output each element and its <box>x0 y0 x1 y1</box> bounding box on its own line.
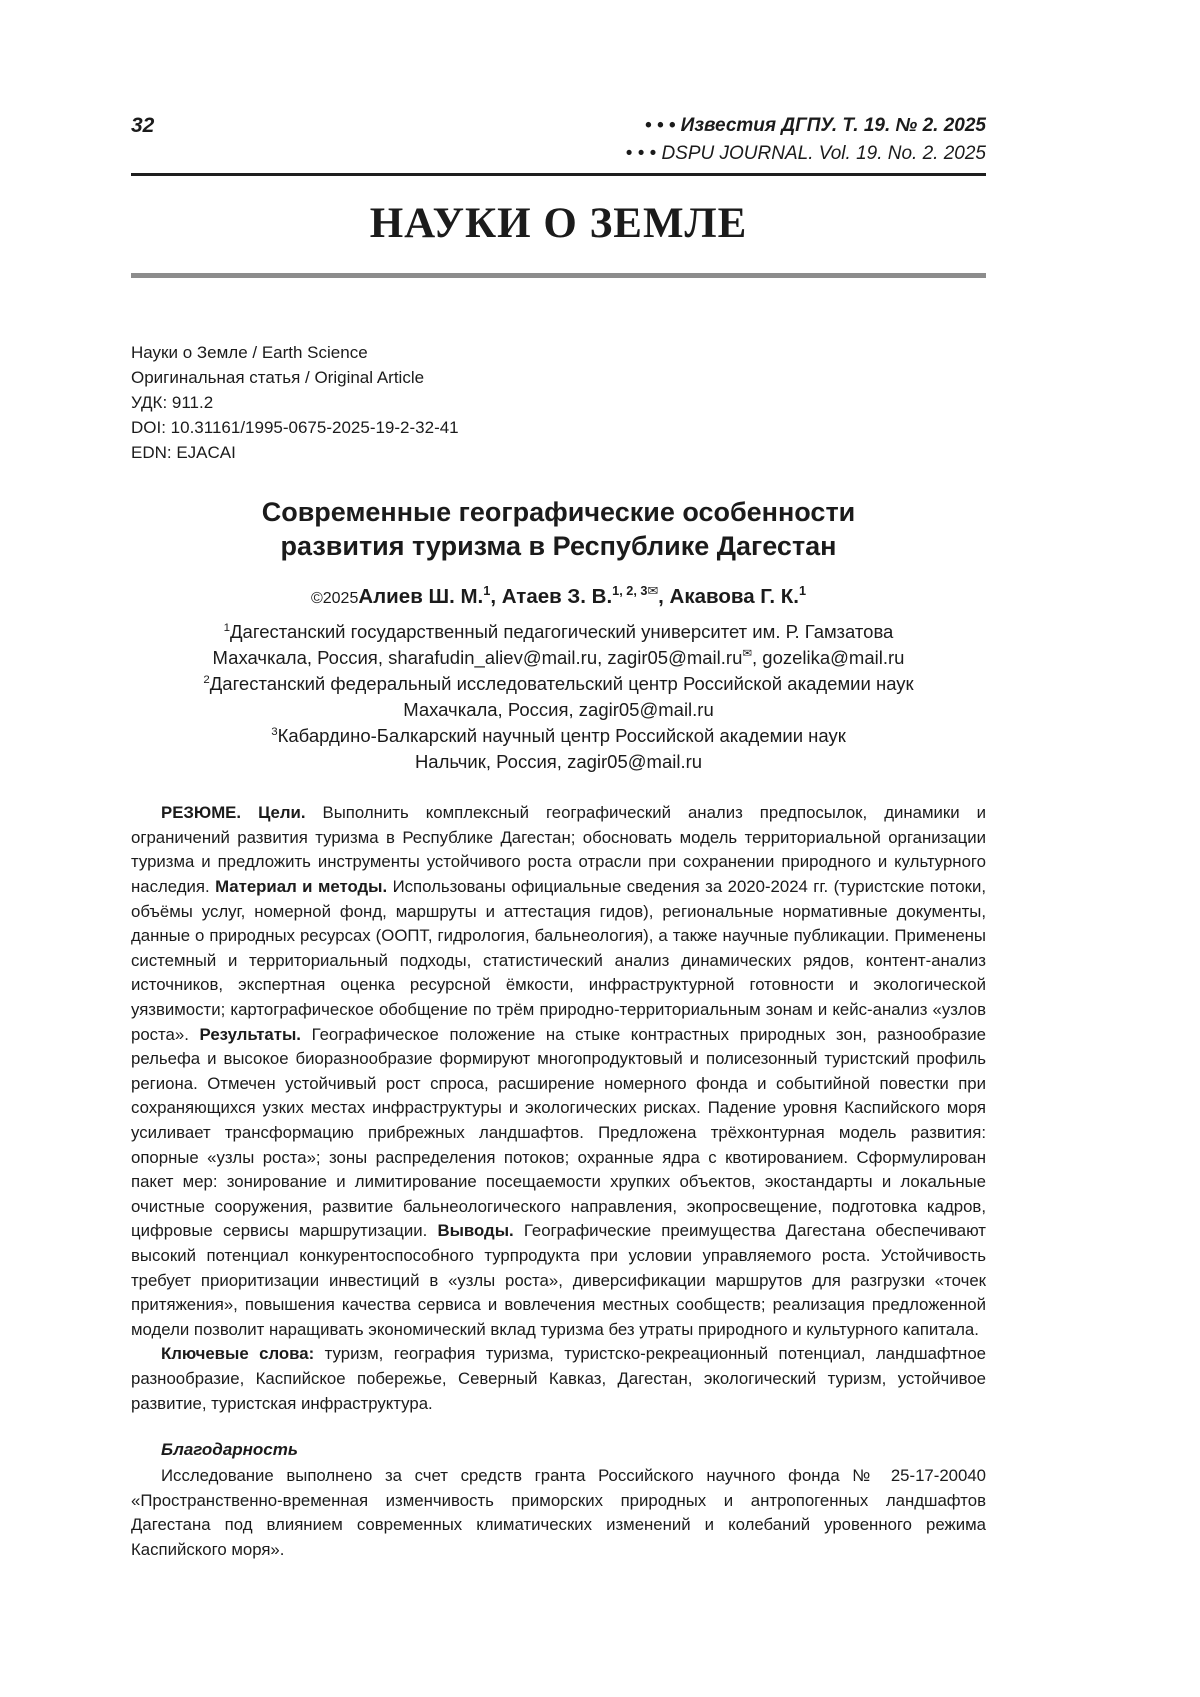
meta-udc: УДК: 911.2 <box>131 393 214 413</box>
affiliation-3-contacts-text: Нальчик, Россия, zagir05@mail.ru <box>414 751 703 773</box>
copyright-mark: ©2025 <box>310 590 359 608</box>
page-number: 32 <box>131 114 155 137</box>
affiliation-2-contacts <box>131 697 986 723</box>
acknowledgment-text: Исследование выполнено за счет средств гранта Российского научного фонда № 25-17-20040 «Пространственно-временная изменчивость приморских природных и антропогенных ландшафтов Дагестана под влиянием современных климатических изменений и колебаний уровенного режима Каспийского моря». <box>131 1466 986 1559</box>
running-header <box>131 112 986 168</box>
affiliation-2-text: Дагестанский федеральный исследовательский центр Российской академии наук <box>209 673 914 695</box>
authors-line <box>131 583 986 613</box>
affiliation-3-text: Кабардино-Балкарский научный центр Российской академии наук <box>277 725 846 747</box>
author-separator: , <box>658 585 670 609</box>
affiliation-1-contacts <box>131 645 986 671</box>
affiliation-1-contacts-text: Махачкала, Россия, sharafudin_aliev@mail.ru, zagir05@mail.ru <box>212 647 743 669</box>
header-rule <box>131 173 986 176</box>
author-name-2: Атаев З. В. <box>501 585 613 609</box>
abstract-text-methods: Использованы официальные сведения за 2020-2024 гг. (туристские потоки, объёмы услуг, номерной фонд, маршруты и аттестация гидов), региональные нормативные документы, данные о природных ресурсах (ООПТ, гидрология, бальнеология), а также научные публикации. Применены системный и территориальный подходы, статистический анализ динамических рядов, контент-анализ источников, экспертная оценка ресурсной ёмкости, инфраструктурной готовности и экологической уязвимости; картографическое обобщение по трём природно-территориальным зонам и кейс-анализ «узлов роста». <box>131 877 986 1044</box>
meta-edn: EDN: EJACAI <box>131 443 236 463</box>
affiliation-1-sup: 1 <box>223 622 231 635</box>
meta-subject: Науки о Земле / Earth Science <box>131 343 368 363</box>
meta-doi: DOI: 10.31161/1995-0675-2025-19-2-32-41 <box>131 418 459 438</box>
affiliation-2-sup: 2 <box>203 674 210 687</box>
author-1-affiliation-sup: 1 <box>483 583 491 599</box>
envelope-icon: ✉ <box>647 583 659 599</box>
affiliation-1-contacts-text-2: , gozelika@mail.ru <box>752 647 905 669</box>
journal-title-en: • • • DSPU JOURNAL. Vol. 19. No. 2. 2025 <box>625 143 986 164</box>
article-title-line-1: Современные географические особенности <box>261 497 856 528</box>
article-title <box>131 495 986 563</box>
keywords-text: туризм, география туризма, туристско-рекреационный потенциал, ландшафтное разнообразие, Каспийское побережье, Северный Кавказ, Дагестан, экологический туризм, устойчивое развитие, туристская инфраструктура. <box>131 1344 986 1413</box>
affiliation-1-text: Дагестанский государственный педагогический университет им. Р. Гамзатова <box>230 621 894 643</box>
affiliations <box>131 619 986 775</box>
abstract-text-results: Географическое положение на стыке контрастных природных зон, разнообразие рельефа и высокое биоразнообразие формируют многопродуктовый и полисезонный туристский профиль региона. Отмечен устойчивый рост спроса, расширение номерного фонда и событийной повестки при сохраняющихся узких местах инфраструктуры и экологических рисках. Падение уровня Каспийского моря усиливает трансформацию прибрежных ландшафтов. Предложена трёхконтурная модель развития: опорные «узлы роста»; зоны распределения потоков; охранные ядра с квотированием. Сформулирован пакет мер: зонирование и лимитирование посещаемости хрупких объектов, экостандарты и локальные очистные сооружения, развитие бальнеологического направления, экопросвещение, подготовка кадров, цифровые сервисы маршрутизации. <box>131 1024 986 1241</box>
author-name-1: Алиев Ш. М. <box>358 585 484 609</box>
section-rule <box>131 273 986 278</box>
acknowledgment-heading: Благодарность <box>161 1440 298 1460</box>
article-meta <box>131 340 986 465</box>
keywords-label: Ключевые слова: <box>161 1344 315 1364</box>
abstract <box>131 801 986 1342</box>
envelope-icon: ✉ <box>742 648 752 661</box>
acknowledgment <box>131 1438 986 1562</box>
section-title: НАУКИ О ЗЕМЛЕ <box>369 200 748 247</box>
journal-title-ru: • • • Известия ДГПУ. Т. 19. № 2. 2025 <box>644 115 986 136</box>
author-separator: , <box>490 585 502 609</box>
abstract-label-objectives: РЕЗЮМЕ. Цели. <box>161 803 306 823</box>
abstract-text-conclusions: Географические преимущества Дагестана обеспечивают высокий потенциал конкурентоспособного турпродукта при условии управляемого роста. Устойчивость требует приоритизации инвестиций в «узлы роста», диверсификации маршрутов для разгрузки «точек притяжения», повышения качества сервиса и вовлечения местных сообществ; реализация предложенной модели позволит наращивать экономический вклад туризма без утраты природного и культурного капитала. <box>131 1221 986 1339</box>
affiliation-3 <box>131 723 986 749</box>
author-2-affiliation-sup: 1, 2, 3 <box>612 583 648 599</box>
abstract-label-conclusions: Выводы. <box>437 1221 514 1241</box>
keywords <box>131 1342 986 1416</box>
affiliation-2-contacts-text: Махачкала, Россия, zagir05@mail.ru <box>403 699 714 721</box>
author-name-3: Акавова Г. К. <box>669 585 799 609</box>
affiliation-1 <box>131 619 986 645</box>
affiliation-2 <box>131 671 986 697</box>
abstract-text-objectives: Выполнить комплексный географический анализ предпосылок, динамики и ограничений развития туризма в Республике Дагестан; обосновать модель территориальной организации туризма и предложить инструменты устойчивого роста отрасли при сохранении природного и культурного наследия. <box>131 803 986 897</box>
journal-reference <box>626 112 986 168</box>
affiliation-3-sup: 3 <box>271 726 278 739</box>
affiliation-3-contacts <box>131 749 986 775</box>
meta-article-type: Оригинальная статья / Original Article <box>131 368 425 388</box>
article-title-line-2: развития туризма в Республике Дагестан <box>280 531 837 562</box>
abstract-label-results: Результаты. <box>199 1024 301 1044</box>
abstract-label-methods: Материал и методы. <box>215 877 388 897</box>
author-3-affiliation-sup: 1 <box>798 583 807 599</box>
